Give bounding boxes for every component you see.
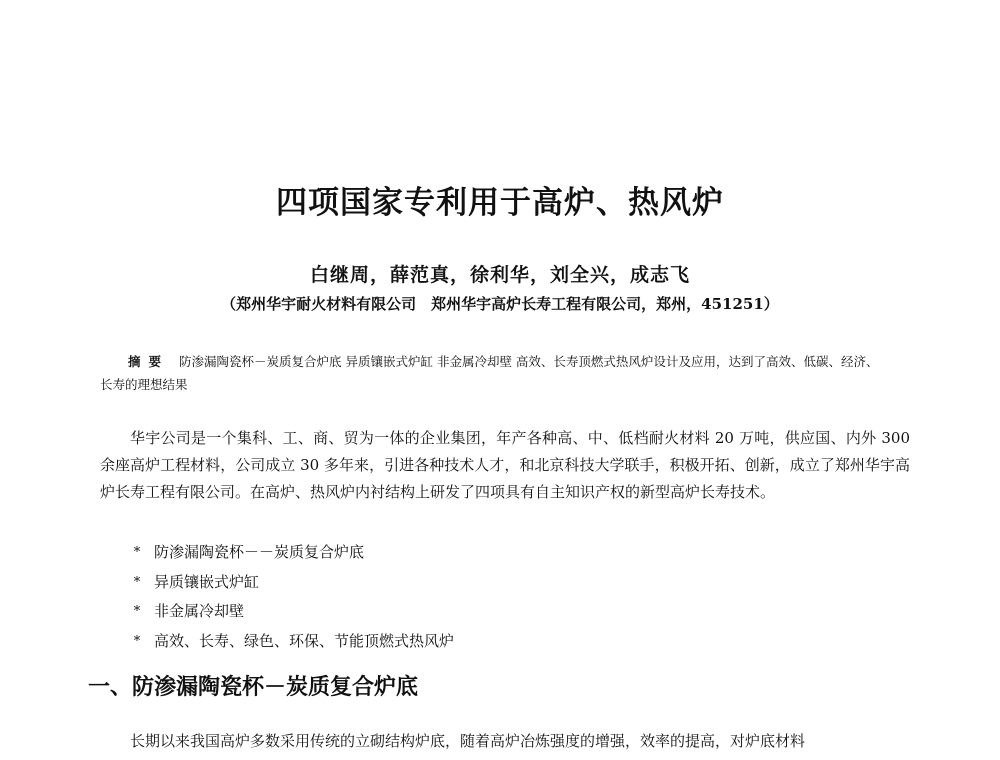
asterisk-bullet-icon: *: [133, 633, 141, 649]
abstract-label: 摘要: [128, 354, 170, 369]
list-item: [130, 568, 454, 598]
abstract-text: 防渗漏陶瓷杯－炭质复合炉底 异质镶嵌式炉缸 非金属冷却壁 高效、长寿顶燃式热风炉设计及应用，达到了高效、低碳、经济、长寿的理想结果: [100, 354, 879, 392]
asterisk-bullet-icon: *: [133, 545, 141, 560]
patent-item-label: 高效、长寿、绿色、环保、节能顶燃式热风炉: [154, 631, 455, 650]
section-paragraph: 长期以来我国高炉多数采用传统的立砌结构炉底，随着高炉冶炼强度的增强，效率的提高，对炉底材料: [130, 732, 806, 750]
patent-list: [130, 538, 454, 656]
list-item: [130, 627, 454, 657]
asterisk-bullet-icon: *: [133, 604, 141, 619]
list-item: [130, 538, 454, 568]
author-list: 白继周，薛范真，徐利华，刘全兴，成志飞: [309, 264, 690, 286]
patent-item-label: 防渗漏陶瓷杯－－炭质复合炉底: [154, 543, 365, 561]
patent-item-label: 非金属冷却壁: [154, 602, 245, 620]
patent-item-label: 异质镶嵌式炉缸: [154, 572, 260, 591]
paper-title: 四项国家专利用于高炉、热风炉: [276, 185, 724, 221]
abstract: [100, 350, 890, 396]
section-heading: 一、防渗漏陶瓷杯－炭质复合炉底: [88, 675, 419, 700]
intro-paragraph: 华宇公司是一个集科、工、商、贸为一体的企业集团，年产各种高、中、低档耐火材料 20 万吨，供应国、内外 300 余座高炉工程材料，公司成立 30 多年来，引进各种技术人才，和北京科技大学联手，积极开拓、创新，成立了郑州华宇高炉长寿工程有限公司。在高炉、热风炉内衬结构上研发了四项具有自主知识产权的新型高炉长寿技术。: [100, 429, 910, 501]
asterisk-bullet-icon: *: [133, 574, 141, 590]
author-affiliation: （郑州华宇耐火材料有限公司 郑州华宇高炉长寿工程有限公司，郑州，451251）: [221, 295, 779, 313]
list-item: [130, 597, 454, 627]
